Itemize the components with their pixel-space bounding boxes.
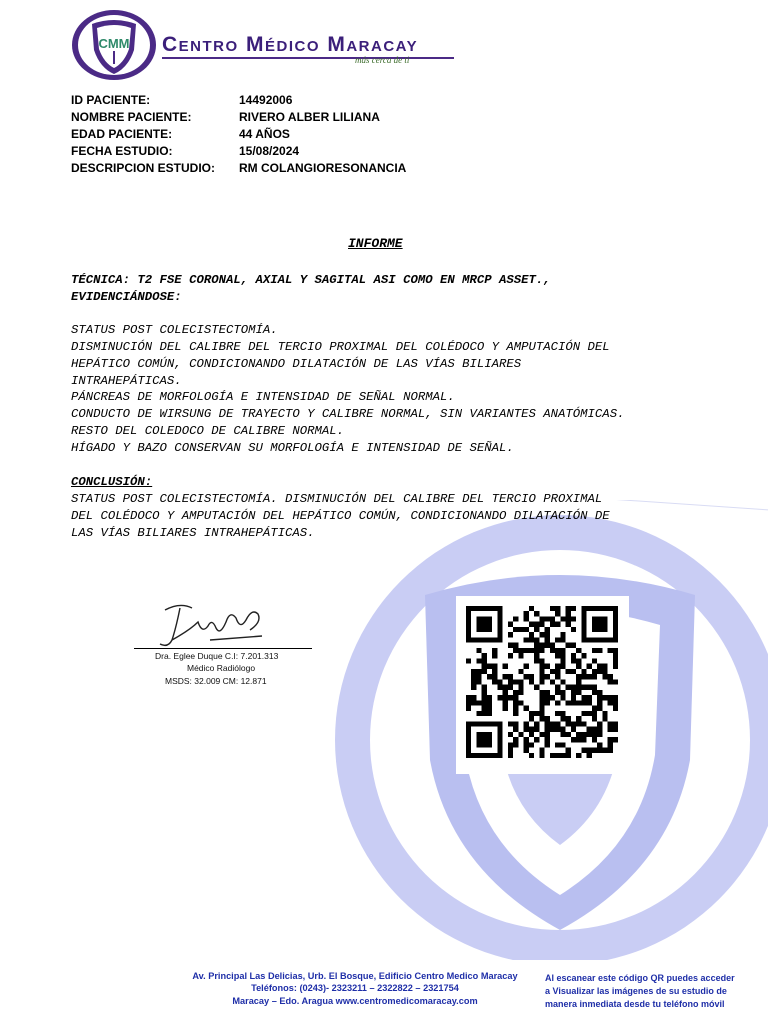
patient-name-label: NOMBRE PACIENTE: xyxy=(71,110,192,124)
svg-text:CMM: CMM xyxy=(98,36,130,51)
study-description-label: DESCRIPCION ESTUDIO: xyxy=(71,161,216,175)
patient-name-value: RIVERO ALBER LILIANA xyxy=(239,110,380,124)
doctor-title: Médico Radiólogo xyxy=(187,663,256,673)
study-description-value: RM COLANGIORESONANCIA xyxy=(239,161,407,175)
conclusion-line: DEL COLÉDOCO Y AMPUTACIÓN DEL HEPÁTICO COMÚN, CONDICIONANDO DILATACIÓN DE xyxy=(71,509,610,523)
header-divider xyxy=(162,57,454,59)
clinic-tagline: más cerca de ti xyxy=(355,55,410,65)
report-title: INFORME xyxy=(348,236,403,251)
footer-address: Av. Principal Las Delicias, Urb. El Bosque, Edificio Centro Medico Maracay xyxy=(192,971,518,981)
footer-website[interactable]: Maracay – Edo. Aragua www.centromedicomaracay.com xyxy=(232,996,478,1006)
finding-line: CONDUCTO DE WIRSUNG DE TRAYECTO Y CALIBRE NORMAL, SIN VARIANTES ANATÓMICAS. xyxy=(71,407,625,421)
finding-line: INTRAHEPÁTICAS. xyxy=(71,374,182,388)
finding-line: HÍGADO Y BAZO CONSERVAN SU MORFOLOGÍA E INTENSIDAD DE SEÑAL. xyxy=(71,441,514,455)
study-date-label: FECHA ESTUDIO: xyxy=(71,144,173,158)
patient-age-value: 44 AÑOS xyxy=(239,127,290,141)
finding-line: DISMINUCIÓN DEL CALIBRE DEL TERCIO PROXIMAL DEL COLÉDOCO Y AMPUTACIÓN DEL xyxy=(71,340,610,354)
qr-note-line: manera inmediata desde tu teléfono móvil xyxy=(545,999,725,1009)
qr-note-line: a Visualizar las imágenes de su estudio de xyxy=(545,986,727,996)
technique-line: TÉCNICA: T2 FSE CORONAL, AXIAL Y SAGITAL ASI COMO EN MRCP ASSET., xyxy=(71,273,551,287)
doctor-registry: MSDS: 32.009 CM: 12.871 xyxy=(165,676,267,686)
study-date-value: 15/08/2024 xyxy=(239,144,300,158)
technique-line: EVIDENCIÁNDOSE: xyxy=(71,290,182,304)
signature-icon xyxy=(150,600,270,650)
conclusion-label: CONCLUSIÓN: xyxy=(71,475,153,489)
qr-code-icon[interactable] xyxy=(466,606,618,758)
qr-note-line: Al escanear este código QR puedes acceder xyxy=(545,973,735,983)
patient-age-label: EDAD PACIENTE: xyxy=(71,127,173,141)
finding-line: HEPÁTICO COMÚN, CONDICIONANDO DILATACIÓN DE LAS VÍAS BILIARES xyxy=(71,357,522,371)
conclusion-line: STATUS POST COLECISTECTOMÍA. DISMINUCIÓN DEL CALIBRE DEL TERCIO PROXIMAL xyxy=(71,492,603,506)
doctor-name: Dra. Eglee Duque C.I: 7.201.313 xyxy=(155,651,279,661)
conclusion-line: LAS VÍAS BILIARES INTRAHEPÁTICAS. xyxy=(71,526,315,540)
finding-line: PÁNCREAS DE MORFOLOGÍA E INTENSIDAD DE SEÑAL NORMAL. xyxy=(71,390,455,404)
patient-id-label: ID PACIENTE: xyxy=(71,93,151,107)
signature-rule xyxy=(134,648,312,649)
finding-line: STATUS POST COLECISTECTOMÍA. xyxy=(71,323,278,337)
footer-phones: Teléfonos: (0243)- 2323211 – 2322822 – 2321754 xyxy=(251,983,459,993)
patient-id-value: 14492006 xyxy=(239,93,293,107)
finding-line: RESTO DEL COLEDOCO DE CALIBRE NORMAL. xyxy=(71,424,345,438)
cmm-logo-icon xyxy=(70,8,162,82)
clinic-name: Centro Médico Maracay xyxy=(162,33,419,56)
